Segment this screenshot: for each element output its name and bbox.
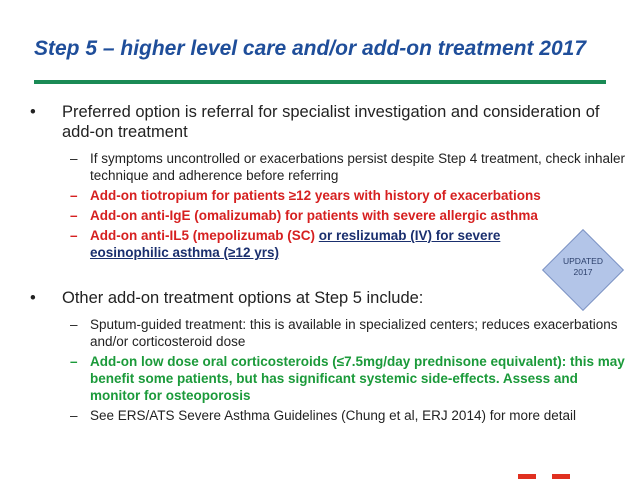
reslizumab-link[interactable]: or reslizumab (IV) for severe eosinophilic asthma (≥12 yrs)	[90, 228, 501, 260]
slide-title: Step 5 – higher level care and/or add-on treatment 2017	[34, 37, 587, 60]
corner-mark-left	[518, 474, 536, 479]
bullet-text: Preferred option is referral for specialist investigation and consideration of add-on treatment	[62, 103, 600, 141]
sub-bullet-text: See ERS/ATS Severe Asthma Guidelines (Chung et al, ERJ 2014) for more detail	[90, 408, 576, 423]
sub-bullet-tiotropium	[30, 187, 626, 204]
dash-glyph: –	[70, 151, 78, 166]
dash-glyph: –	[70, 228, 78, 243]
title-underline	[34, 80, 606, 84]
sub-bullet-inhaler-check	[30, 150, 626, 184]
sub-bullet-text: Add-on anti-IgE (omalizumab) for patients with severe allergic asthma	[90, 208, 538, 223]
badge-line-1: UPDATED	[563, 256, 603, 266]
badge-line-2: 2017	[573, 267, 593, 277]
bullet-referral	[30, 102, 626, 142]
dash-glyph: –	[70, 354, 78, 369]
sub-bullet-ers-ats	[30, 407, 626, 424]
sub-bullet-text: If symptoms uncontrolled or exacerbations persist despite Step 4 treatment, check inhaler technique and adherence before referring	[90, 151, 626, 183]
updated-badge-label	[552, 256, 614, 278]
corner-mark-right	[552, 474, 570, 479]
sub-bullet-text: Add-on low dose oral corticosteroids (≤7.5mg/day prednisone equivalent): this may benefit some patients, but has significant systemic side-effects. Assess and monitor for osteoporosis	[90, 354, 625, 403]
sub-bullet-red-text: Add-on anti-IL5 (mepolizumab (SC)	[90, 228, 315, 243]
sub-bullet-text: Add-on tiotropium for patients ≥12 years with history of exacerbations	[90, 188, 541, 203]
dash-glyph: –	[70, 317, 78, 332]
sub-bullet-text: Sputum-guided treatment: this is available in specialized centers; reduces exacerbations and/or corticosteroid dose	[90, 317, 618, 349]
sub-bullet-omalizumab	[30, 207, 626, 224]
sub-bullet-sputum	[30, 316, 626, 350]
dash-glyph: –	[70, 408, 78, 423]
dash-glyph: –	[70, 188, 78, 203]
bullet-glyph: •	[30, 289, 36, 307]
bullet-text: Other add-on treatment options at Step 5 include:	[62, 289, 424, 307]
bullet-glyph: •	[30, 103, 36, 121]
sub-bullet-oral-corticosteroids	[30, 353, 626, 404]
dash-glyph: –	[70, 208, 78, 223]
slide-body	[30, 102, 626, 424]
sub-bullet-anti-il5	[30, 227, 626, 261]
bullet-other-options	[30, 288, 626, 308]
